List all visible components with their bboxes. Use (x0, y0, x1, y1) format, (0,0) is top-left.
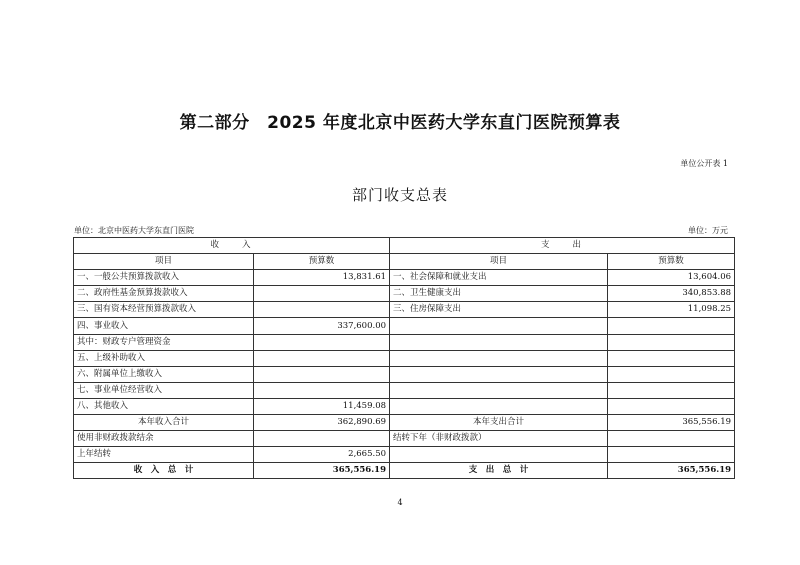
expense-amount (608, 350, 735, 366)
income-amount (254, 382, 390, 398)
table-row (74, 382, 735, 398)
page-title: 第二部分 2025 年度北京中医药大学东直门医院预算表 (179, 113, 621, 133)
expense-amount: 340,853.88 (608, 286, 735, 302)
expense-item: 三、住房保障支出 (390, 302, 608, 318)
expense-item: 一、社会保障和就业支出 (390, 270, 608, 286)
expense-total-amount: 365,556.19 (608, 463, 735, 479)
income-balance-amount (254, 431, 390, 447)
expense-balance-amount (608, 431, 735, 447)
table-row (74, 350, 735, 366)
income-total-label: 收 入 总 计 (74, 463, 254, 479)
page-number: 4 (397, 498, 403, 507)
income-amount (254, 334, 390, 350)
expense-section-header: 支 出 (390, 238, 735, 254)
grand-total-row (74, 463, 735, 479)
expense-item (390, 318, 608, 334)
income-amount-header: 预算数 (254, 254, 390, 270)
expense-balance-label: 结转下年（非财政拨款） (390, 431, 608, 447)
table-row (74, 270, 735, 286)
income-section-header: 收 入 (74, 238, 390, 254)
expense-subtotal-label: 本年支出合计 (390, 415, 608, 431)
income-item: 七、事业单位经营收入 (74, 382, 254, 398)
expense-carryover-amount (608, 447, 735, 463)
expense-amount (608, 398, 735, 414)
table-row (74, 398, 735, 414)
income-amount (254, 286, 390, 302)
expense-item (390, 334, 608, 350)
income-subtotal-amount: 362,890.69 (254, 415, 390, 431)
expense-amount (608, 318, 735, 334)
budget-table (73, 237, 735, 479)
expense-total-label: 支 出 总 计 (390, 463, 608, 479)
expense-item (390, 398, 608, 414)
income-item: 八、其他收入 (74, 398, 254, 414)
expense-amount-header: 预算数 (608, 254, 735, 270)
income-subtotal-label: 本年收入合计 (74, 415, 254, 431)
expense-item: 二、卫生健康支出 (390, 286, 608, 302)
column-header-row (74, 254, 735, 270)
income-item: 四、事业收入 (74, 318, 254, 334)
expense-item (390, 366, 608, 382)
balance-row (74, 431, 735, 447)
table-row (74, 334, 735, 350)
table-row (74, 318, 735, 334)
table-number: 单位公开表 1 (680, 159, 728, 168)
income-item: 六、附属单位上缴收入 (74, 366, 254, 382)
carryover-row (74, 447, 735, 463)
income-amount: 337,600.00 (254, 318, 390, 334)
expense-item (390, 350, 608, 366)
unit-organization: 单位：北京中医药大学东直门医院 (74, 226, 194, 235)
income-item: 二、政府性基金预算拨款收入 (74, 286, 254, 302)
expense-amount (608, 334, 735, 350)
income-item: 其中：财政专户管理资金 (74, 334, 254, 350)
table-title: 部门收支总表 (351, 186, 448, 204)
table-row (74, 302, 735, 318)
income-amount (254, 366, 390, 382)
expense-amount (608, 366, 735, 382)
income-item: 三、国有资本经营预算拨款收入 (74, 302, 254, 318)
expense-subtotal-amount: 365,556.19 (608, 415, 735, 431)
income-carryover-amount: 2,665.50 (254, 447, 390, 463)
expense-amount: 13,604.06 (608, 270, 735, 286)
table-row (74, 366, 735, 382)
income-item-header: 项目 (74, 254, 254, 270)
expense-item-header: 项目 (390, 254, 608, 270)
income-item: 一、一般公共预算拨款收入 (74, 270, 254, 286)
expense-amount (608, 382, 735, 398)
expense-amount: 11,098.25 (608, 302, 735, 318)
section-header-row (74, 238, 735, 254)
income-total-amount: 365,556.19 (254, 463, 390, 479)
unit-currency: 单位：万元 (688, 226, 728, 235)
expense-carryover-label (390, 447, 608, 463)
table-row (74, 286, 735, 302)
expense-item (390, 382, 608, 398)
income-amount (254, 350, 390, 366)
income-amount: 13,831.61 (254, 270, 390, 286)
income-carryover-label: 上年结转 (74, 447, 254, 463)
income-item: 五、上级补助收入 (74, 350, 254, 366)
income-balance-label: 使用非财政拨款结余 (74, 431, 254, 447)
income-amount (254, 302, 390, 318)
subtotal-row (74, 415, 735, 431)
income-amount: 11,459.08 (254, 398, 390, 414)
